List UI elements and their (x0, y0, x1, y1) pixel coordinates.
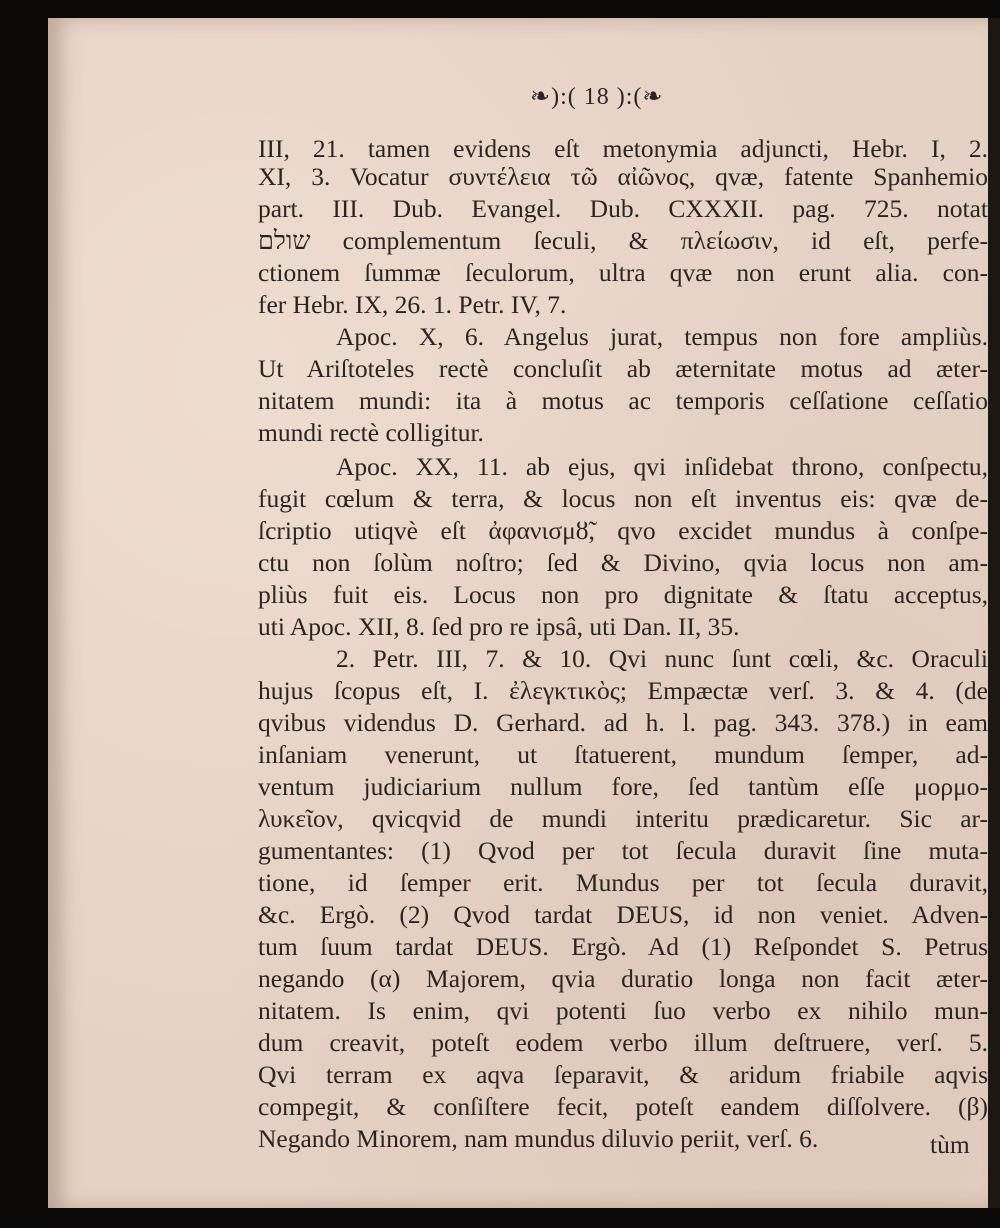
page-header: ❧):( 18 ):(❧ (530, 84, 664, 110)
text-line: tione, id ſemper erit. Mundus per tot ſecula duravit, (258, 868, 988, 897)
text-line: III, 21. tamen evidens eſt metonymia adjuncti, Hebr. I, 2. (258, 134, 988, 163)
text-line: nitatem. Is enim, qvi potenti ſuo verbo ex nihilo mun- (258, 996, 988, 1025)
text-line: Ut Ariſtoteles rectè concluſit ab æternitate motus ad æter- (258, 354, 988, 383)
text-line: Apoc. XX, 11. ab ejus, qvi inſidebat throno, conſpectu, (336, 452, 988, 481)
text-line: fugit cœlum & terra, & locus non eſt inventus eis: qvæ de- (258, 484, 988, 513)
text-line: ctu non ſolùm noſtro; ſed & Divino, qvia locus non am- (258, 548, 988, 577)
text-line: שולם complementum ſeculi, & πλείωσιν, id eſt, perfe- (258, 226, 988, 255)
text-line: &c. Ergò. (2) Qvod tardat DEUS, id non veniet. Adven- (258, 900, 988, 929)
text-line: nitatem mundi: ita à motus ac temporis ceſſatione ceſſatio (258, 386, 988, 415)
text-line: ctionem ſummæ ſeculorum, ultra qvæ non erunt alia. con- (258, 258, 988, 287)
text-line: hujus ſcopus eſt, I. ἐλεγκτικὸς; Empæctæ verſ. 3. & 4. (de (258, 676, 988, 705)
text-line: ſcriptio utiqvè eſt ἀφανισμȣ̃, qvo excidet mundus à conſpe- (258, 516, 988, 545)
catchword: tùm (930, 1130, 970, 1159)
text-line: 2. Petr. III, 7. & 10. Qvi nunc ſunt cœli, &c. Oraculi (336, 644, 988, 673)
text-line: mundi rectè colligitur. (258, 418, 484, 447)
text-line: pliùs fuit eis. Locus non pro dignitate & ſtatu acceptus, (258, 580, 988, 609)
text-line: inſaniam venerunt, ut ſtatuerent, mundum ſemper, ad- (258, 740, 988, 769)
text-line: compegit, & conſiſtere fecit, poteſt eandem diſſolvere. (β) (258, 1092, 988, 1121)
text-line: negando (α) Majorem, qvia duratio longa non facit æter- (258, 964, 988, 993)
text-line: Apoc. X, 6. Angelus jurat, tempus non fore ampliùs. (336, 322, 988, 351)
text-line: dum creavit, poteſt eodem verbo illum deſtruere, verſ. 5. (258, 1028, 988, 1057)
text-line: λυκεῖον, qvicqvid de mundi interitu prædicaretur. Sic ar- (258, 804, 988, 833)
text-line: tum ſuum tardat DEUS. Ergò. Ad (1) Reſpondet S. Petrus (258, 932, 988, 961)
text-line: Qvi terram ex aqva ſeparavit, & aridum friabile aqvis (258, 1060, 988, 1089)
text-line: uti Apoc. XII, 8. ſed pro re ipsâ, uti Dan. II, 35. (258, 612, 740, 641)
text-line: qvibus videndus D. Gerhard. ad h. l. pag. 343. 378.) in eam (258, 708, 988, 737)
text-line: XI, 3. Vocatur συντέλεια τῶ αἰῶνος, qvæ, fatente Spanhemio (258, 162, 988, 191)
text-line: ventum judiciarium nullum fore, ſed tantùm eſſe μορμο- (258, 772, 988, 801)
text-line: Negando Minorem, nam mundus diluvio periit, verſ. 6. (258, 1124, 819, 1153)
page-edge (988, 18, 1000, 1208)
text-line: part. III. Dub. Evangel. Dub. CXXXII. pag. 725. notat (258, 194, 988, 223)
text-line: gumentantes: (1) Qvod per tot ſecula duravit ſine muta- (258, 836, 988, 865)
text-line: fer Hebr. IX, 26. 1. Petr. IV, 7. (258, 290, 567, 319)
